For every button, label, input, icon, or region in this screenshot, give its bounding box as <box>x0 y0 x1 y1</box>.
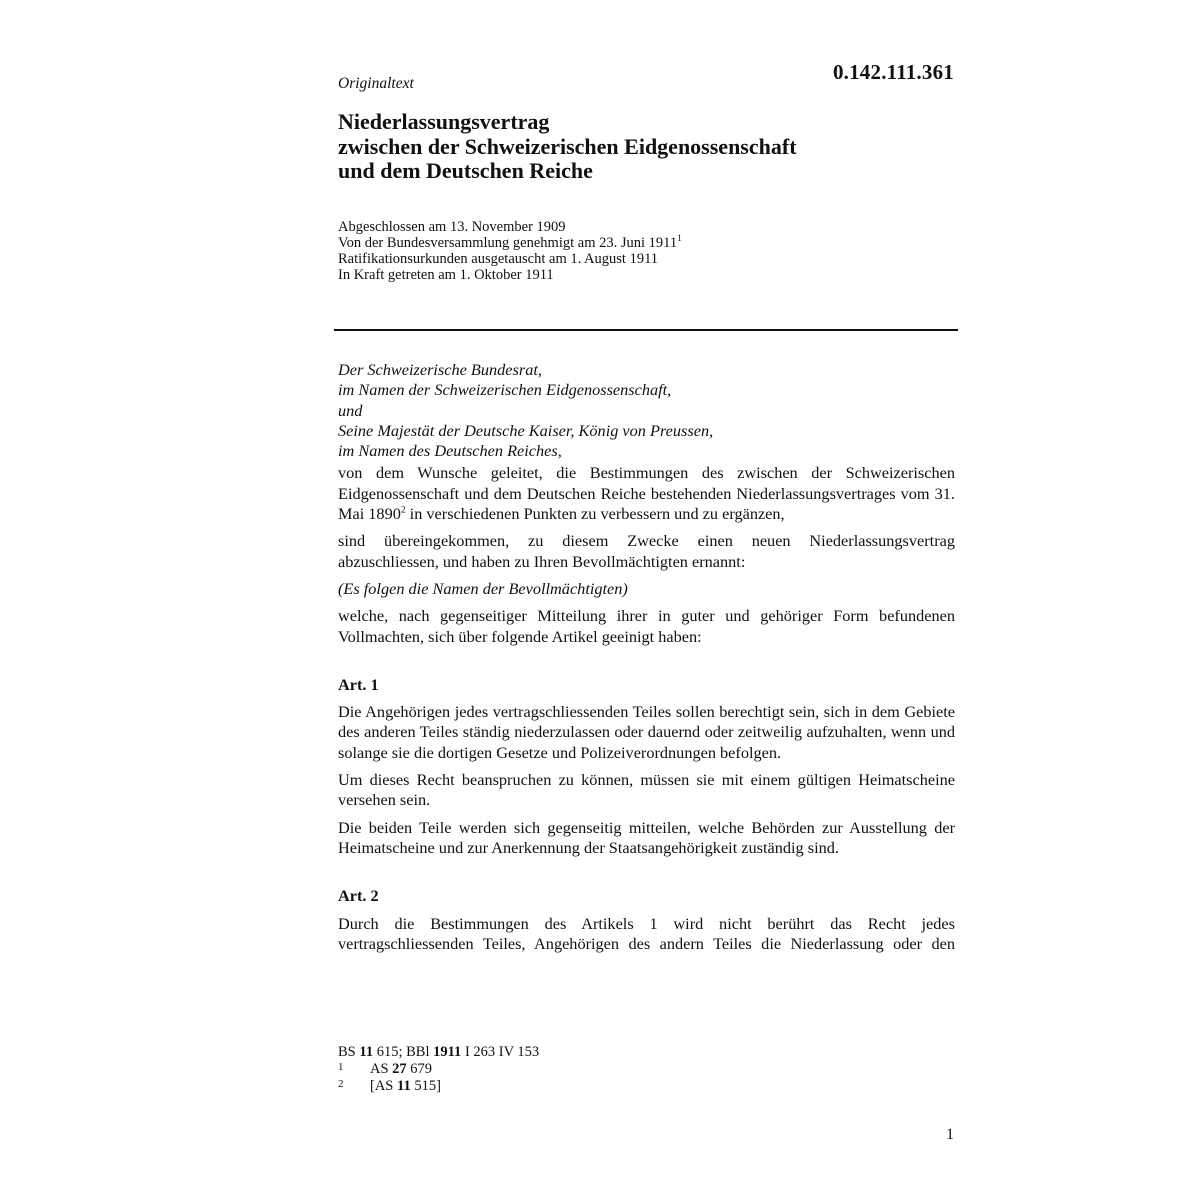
footnote-ref[interactable]: 2 <box>400 505 406 516</box>
preamble-line: Der Schweizerische Bundesrat, <box>338 360 542 379</box>
footnote <box>338 1078 955 1096</box>
footnotes <box>338 1044 955 1096</box>
preamble-paragraph: welche, nach gegenseitiger Mitteilung ihrer in guter und gehöriger Form befundenen Vollmachten, sich über folgende Artikel geeinigt haben: <box>338 606 955 646</box>
approved-date: Von der Bundesversammlung genehmigt am 23. Juni 1911$^1$ <box>338 234 682 251</box>
document-body <box>338 360 955 954</box>
title-line: Niederlassungsvertrag <box>338 109 550 134</box>
divider <box>334 329 958 331</box>
footnote-number: 1 <box>338 1060 344 1073</box>
treaty-dates <box>338 219 958 283</box>
footnote-text: [AS 11 515] <box>370 1078 441 1094</box>
ratified-date: Ratifikationsurkunden ausgetauscht am 1. August 1911 <box>338 251 659 267</box>
sr-number: 0.142.111.361 <box>832 60 954 84</box>
preamble-parties <box>338 360 955 461</box>
footnote-text: AS 27 679 <box>370 1060 433 1077</box>
document-title <box>338 110 958 184</box>
preamble-line: im Namen des Deutschen Reiches, <box>338 441 562 461</box>
article-paragraph: Die Angehörigen jedes vertragschliessenden Teiles sollen berechtigt sein, sich in dem Gebiete des anderen Teiles ständig niederzulassen oder dauernd oder zeitweilig aufzuhalten, wenn und solange sie die dortigen Gesetze und Polizeiverordnungen befolgen. <box>338 702 955 762</box>
article-heading: Art. 2 <box>338 886 379 906</box>
title-line: zwischen der Schweizerischen Eidgenossenschaft <box>338 133 797 159</box>
footnote <box>338 1061 955 1079</box>
preamble-line: und <box>338 400 363 420</box>
footnote-ref[interactable]: 1 <box>677 234 682 245</box>
article-paragraph: Die beiden Teile werden sich gegenseitig mitteilen, welche Behörden zur Ausstellung der Heimatscheine und zur Anerkennung der Staatsangehörigkeit zuständig sind. <box>338 817 955 857</box>
preamble-line: im Namen der Schweizerischen Eidgenossenschaft, <box>338 380 672 400</box>
plenipotentiaries-note: (Es folgen die Namen der Bevollmächtigten) <box>338 578 628 598</box>
source-reference: BS 11 615; BBl 1911 I 263 IV 153 <box>338 1044 540 1060</box>
article-paragraph: Durch die Bestimmungen des Artikels 1 wird nicht berührt das Recht jedes vertragschliessenden Teiles, Angehörigen des andern Teiles die Niederlassung oder den <box>338 913 955 953</box>
preamble-line: Seine Majestät der Deutsche Kaiser, König von Preussen, <box>338 420 714 440</box>
in-force-date: In Kraft getreten am 1. Oktober 1911 <box>338 267 554 283</box>
title-line: und dem Deutschen Reiche <box>338 158 593 183</box>
originaltext-label: Originaltext <box>338 75 414 92</box>
footnote-number: 2 <box>338 1078 344 1090</box>
preamble-paragraph: sind übereingekommen, zu diesem Zwecke einen neuen Niederlassungsvertrag abzuschliessen, und haben zu Ihren Bevollmächtigten ernannt: <box>338 531 955 571</box>
article-heading: Art. 1 <box>338 674 379 694</box>
article-paragraph: Um dieses Recht beanspruchen zu können, müssen sie mit einem gültigen Heimatscheine versehen sein. <box>338 770 955 810</box>
page-number: 1 <box>946 1126 954 1143</box>
concluded-date: Abgeschlossen am 13. November 1909 <box>338 219 566 235</box>
preamble-paragraph: von dem Wunsche geleitet, die Bestimmungen des zwischen der Schweizerischen Eidgenossenschaft und dem Deutschen Reiche bestehenden Niederlassungsvertrages vom 31. Mai 1890$^2$ in verschiedenen Punkten zu verbessern und zu ergänzen, <box>338 463 955 524</box>
